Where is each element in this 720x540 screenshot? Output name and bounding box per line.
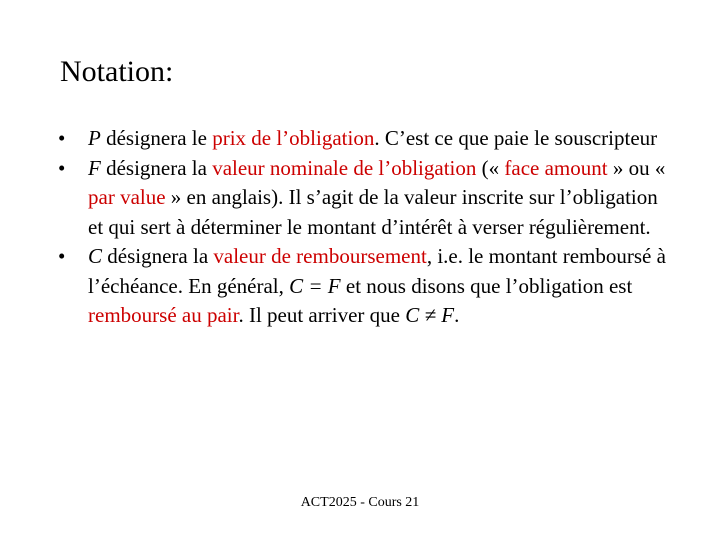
symbol-p: P xyxy=(88,126,101,150)
bullet-item-face-value xyxy=(58,154,668,243)
bullet-marker: • xyxy=(58,244,66,268)
slide-footer: ACT2025 - Cours 21 xyxy=(300,495,420,510)
bullet-text: » en anglais). Il s’agit de la valeur inscrite sur l’obligation et qui sert à déterminer le montant d’intérêt à verser régulièrement. xyxy=(88,185,658,239)
equation-c-equals-f: C = F xyxy=(289,273,341,298)
bullet-text: désignera la xyxy=(102,244,214,268)
bullet-marker: • xyxy=(58,126,66,150)
highlight-term: valeur de remboursement xyxy=(213,244,427,268)
highlight-term: prix de l’obligation xyxy=(212,126,375,150)
bullet-text: , i.e. le montant remboursé à l’échéance. En général, xyxy=(88,244,666,298)
bullet-marker: • xyxy=(58,155,66,180)
bullet-text: . xyxy=(454,303,460,327)
highlight-term: remboursé au pair xyxy=(88,303,239,327)
bullet-text: . Il peut arriver que xyxy=(238,303,406,327)
equation-c-not-equal-f: C ≠ F xyxy=(405,303,455,327)
symbol-f: F xyxy=(88,155,101,180)
highlight-term: face amount xyxy=(504,155,608,180)
bullet-text: » ou « xyxy=(607,155,666,180)
bullet-text: (« xyxy=(476,155,505,180)
bullet-list xyxy=(58,124,668,331)
bullet-item-price xyxy=(58,124,668,154)
slide-title: Notation: xyxy=(60,55,174,88)
bullet-item-redemption xyxy=(58,242,668,331)
highlight-term: valeur nominale de l’obligation xyxy=(212,155,477,180)
bullet-text: désignera le xyxy=(100,126,213,150)
bullet-text: et nous disons que l’obligation est xyxy=(340,273,633,298)
highlight-term: par value xyxy=(88,185,166,209)
symbol-c: C xyxy=(88,244,103,268)
bullet-text: . C’est ce que paie le souscripteur xyxy=(374,126,658,150)
bullet-text: désignera la xyxy=(100,155,213,180)
